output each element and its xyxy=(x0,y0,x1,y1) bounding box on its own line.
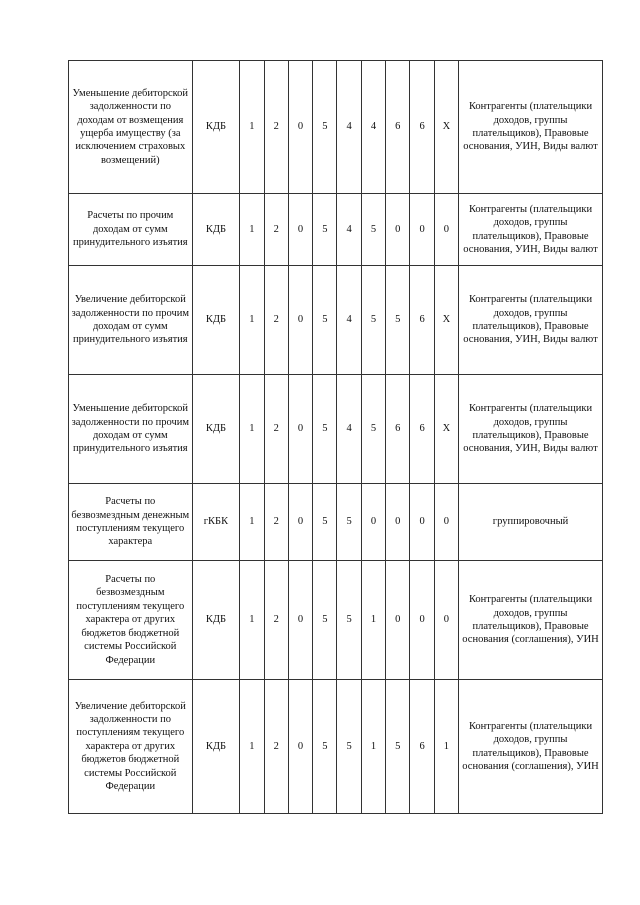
code-digit-cell: 5 xyxy=(337,484,361,561)
code-digit-cell: 2 xyxy=(264,375,288,484)
table-row xyxy=(69,561,603,680)
code-digit-cell: 0 xyxy=(410,484,434,561)
code-digit-cell: 0 xyxy=(434,561,458,680)
code-digit-cell: 5 xyxy=(313,375,337,484)
code-digit-cell: 0 xyxy=(386,194,410,266)
code-type-cell: КДБ xyxy=(192,266,240,375)
code-digit-cell: 1 xyxy=(240,375,264,484)
code-digit-cell: 1 xyxy=(434,680,458,814)
analytics-cell: группировочный xyxy=(459,484,603,561)
account-name-cell: Увеличение дебиторской задолженности по прочим доходам от сумм принудительного изъятия xyxy=(69,266,193,375)
code-digit-cell: 5 xyxy=(313,61,337,194)
code-digit-cell: 5 xyxy=(313,266,337,375)
code-digit-cell: X xyxy=(434,61,458,194)
code-digit-cell: 5 xyxy=(313,680,337,814)
account-name-cell: Расчеты по прочим доходам от сумм принудительного изъятия xyxy=(69,194,193,266)
code-digit-cell: 5 xyxy=(313,484,337,561)
table-row xyxy=(69,680,603,814)
code-type-cell: гКБК xyxy=(192,484,240,561)
code-digit-cell: 1 xyxy=(240,484,264,561)
code-digit-cell: 6 xyxy=(410,61,434,194)
code-digit-cell: 5 xyxy=(313,194,337,266)
code-type-cell: КДБ xyxy=(192,194,240,266)
account-name-cell: Уменьшение дебиторской задолженности по доходам от возмещения ущерба имуществу (за исключением страховых возмещений) xyxy=(69,61,193,194)
code-digit-cell: 2 xyxy=(264,61,288,194)
analytics-cell: Контрагенты (плательщики доходов, группы плательщиков), Правовые основания, УИН, Виды валют xyxy=(459,266,603,375)
analytics-cell: Контрагенты (плательщики доходов, группы плательщиков), Правовые основания, УИН, Виды валют xyxy=(459,375,603,484)
code-digit-cell: 4 xyxy=(337,266,361,375)
code-digit-cell: 0 xyxy=(288,375,312,484)
code-digit-cell: 0 xyxy=(288,680,312,814)
code-digit-cell: 5 xyxy=(386,680,410,814)
code-digit-cell: 2 xyxy=(264,194,288,266)
code-digit-cell: 0 xyxy=(410,561,434,680)
code-digit-cell: 6 xyxy=(386,61,410,194)
code-digit-cell: 1 xyxy=(240,266,264,375)
code-digit-cell: 0 xyxy=(410,194,434,266)
code-type-cell: КДБ xyxy=(192,61,240,194)
code-digit-cell: X xyxy=(434,375,458,484)
code-digit-cell: 1 xyxy=(240,680,264,814)
account-name-cell: Расчеты по безвозмездным поступлениям текущего характера от других бюджетов бюджетной системы Российской Федерации xyxy=(69,561,193,680)
code-digit-cell: X xyxy=(434,266,458,375)
table-row xyxy=(69,194,603,266)
account-name-cell: Расчеты по безвозмездным денежным поступлениям текущего характера xyxy=(69,484,193,561)
code-digit-cell: 0 xyxy=(386,561,410,680)
account-name-cell: Уменьшение дебиторской задолженности по прочим доходам от сумм принудительного изъятия xyxy=(69,375,193,484)
code-digit-cell: 6 xyxy=(410,680,434,814)
code-digit-cell: 5 xyxy=(313,561,337,680)
code-digit-cell: 6 xyxy=(410,375,434,484)
code-type-cell: КДБ xyxy=(192,561,240,680)
code-digit-cell: 6 xyxy=(410,266,434,375)
code-digit-cell: 0 xyxy=(288,61,312,194)
code-digit-cell: 2 xyxy=(264,561,288,680)
analytics-cell: Контрагенты (плательщики доходов, группы плательщиков), Правовые основания (соглашения), УИН xyxy=(459,680,603,814)
code-digit-cell: 2 xyxy=(264,266,288,375)
code-digit-cell: 5 xyxy=(386,266,410,375)
code-digit-cell: 5 xyxy=(361,375,385,484)
code-digit-cell: 5 xyxy=(337,680,361,814)
code-type-cell: КДБ xyxy=(192,375,240,484)
code-digit-cell: 4 xyxy=(337,61,361,194)
code-digit-cell: 0 xyxy=(288,561,312,680)
code-digit-cell: 0 xyxy=(361,484,385,561)
code-digit-cell: 0 xyxy=(288,266,312,375)
code-digit-cell: 0 xyxy=(288,484,312,561)
code-digit-cell: 4 xyxy=(337,375,361,484)
code-digit-cell: 0 xyxy=(386,484,410,561)
code-digit-cell: 5 xyxy=(361,266,385,375)
code-digit-cell: 0 xyxy=(288,194,312,266)
code-digit-cell: 1 xyxy=(240,561,264,680)
code-digit-cell: 5 xyxy=(337,561,361,680)
code-digit-cell: 1 xyxy=(240,194,264,266)
table-row xyxy=(69,61,603,194)
table-row xyxy=(69,484,603,561)
code-digit-cell: 1 xyxy=(361,561,385,680)
table-row xyxy=(69,266,603,375)
account-name-cell: Увеличение дебиторской задолженности по поступлениям текущего характера от других бюджетов бюджетной системы Российской Федерации xyxy=(69,680,193,814)
analytics-cell: Контрагенты (плательщики доходов, группы плательщиков), Правовые основания, УИН, Виды валют xyxy=(459,61,603,194)
code-digit-cell: 2 xyxy=(264,680,288,814)
code-digit-cell: 6 xyxy=(386,375,410,484)
code-digit-cell: 1 xyxy=(240,61,264,194)
analytics-cell: Контрагенты (плательщики доходов, группы плательщиков), Правовые основания, УИН, Виды валют xyxy=(459,194,603,266)
code-digit-cell: 1 xyxy=(361,680,385,814)
code-digit-cell: 0 xyxy=(434,194,458,266)
code-digit-cell: 4 xyxy=(337,194,361,266)
analytics-cell: Контрагенты (плательщики доходов, группы плательщиков), Правовые основания (соглашения), УИН xyxy=(459,561,603,680)
table-row xyxy=(69,375,603,484)
code-digit-cell: 2 xyxy=(264,484,288,561)
code-type-cell: КДБ xyxy=(192,680,240,814)
accounts-table xyxy=(68,60,603,814)
code-digit-cell: 0 xyxy=(434,484,458,561)
code-digit-cell: 5 xyxy=(361,194,385,266)
code-digit-cell: 4 xyxy=(361,61,385,194)
